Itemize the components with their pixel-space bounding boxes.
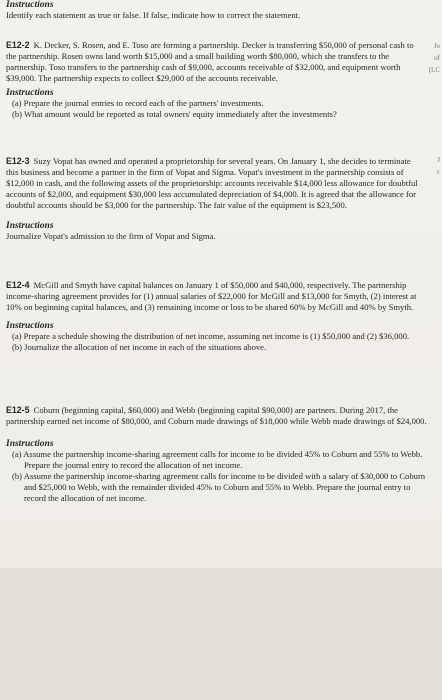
exercise-body [6,405,432,427]
exercise-id: E12-5 [6,405,30,415]
margin-fragment: Jo [433,42,440,50]
exercise-text: Suzy Vopat has owned and operated a proprietorship for several years. On January 1, she decides to terminate this business and become a partner in the firm of Vopat and Sigma. Vopat's investment in the partnership consists of $12,000 in cash, and the following assets of the proprietorship: accounts receivable $14,000 less allowance for doubtful accounts of $2,000, and equipment $30,000 less accumulated depreciation of $4,000. It is agreed that the allowance for doubtful accounts should be $3,000 for the partnership. The fair value of the equipment is $23,500. [6,156,418,210]
margin-fragment: (LC [428,66,440,74]
exercise-text: K. Decker, S. Rosen, and E. Toso are forming a partnership. Decker is transferring $50,000 of personal cash to the partnership. Rosen owns land worth $15,000 and a small building worth $80,000, which she transfers to the partnership. Toso transfers to the partnership cash of $9,000, accounts receivable of $32,000, and equipment worth $39,000. The partnership expects to collect $29,000 of the accounts receivable. [6,40,414,83]
exercise-id: E12-2 [6,40,30,50]
instructions-heading: Instructions [6,88,54,98]
exercise-id: E12-3 [6,156,30,166]
instruction-item: (a) Prepare the journal entries to record each of the partners' investments. [12,98,264,108]
instruction-item: (b) What amount would be reported as total owners' equity immediately after the investments? [12,109,337,119]
instructions-text: Identify each statement as true or false. If false, indicate how to correct the statement. [6,10,301,20]
instruction-item: (b) Assume the partnership income-sharing agreement calls for income to be divided with a salary of $30,000 to Coburn and $25,000 to Webb, with the remainder divided 45% to Coburn and 55% to Webb. Prepare the journal entry to record the allocation of net income. [12,471,426,503]
exercise-e12-3 [6,156,424,242]
margin-fragment: of [434,54,440,62]
instruction-item: (b) Journalize the allocation of net income in each of the situations above. [12,342,267,352]
exercise-e12-5 [6,405,432,504]
instructions-heading: Instructions [6,439,54,449]
exercise-text: McGill and Smyth have capital balances on January 1 of $50,000 and $40,000, respectively. The partnership income-sharing agreement provides for (1) annual salaries of $22,000 for McGill and $13,000 for Smyth, (2) interest at 10% on beginning capital balances, and (3) remaining income or loss to be shared 60% by McGill and 40% by Smyth. [6,280,417,312]
instructions-heading: Instructions [6,0,54,10]
margin-fragment: J [437,156,440,164]
instruction-item: (a) Prepare a schedule showing the distribution of net income, assuming net income is (1) $50,000 and (2) $36,000. [12,331,410,341]
exercise-body [6,156,424,211]
exercise-body [6,40,424,84]
instructions-heading: Instructions [6,221,54,231]
instruction-item: (a) Assume the partnership income-sharing agreement calls for income to be divided 45% to Coburn and 55% to Webb. Prepare the journal entry to record the allocation of net income. [12,449,423,470]
exercise-e12-4 [6,280,432,353]
instructions-heading: Instructions [6,321,54,331]
exercise-e12-2 [6,40,424,120]
exercise-text: Coburn (beginning capital, $60,000) and Webb (beginning capital $90,000) are partners. During 2017, the partnership earned net income of $80,000, and Coburn made drawings of $18,000 while Webb made drawings of $24,000. [6,405,427,426]
exercise-body [6,280,432,313]
top-instructions [6,0,432,21]
blank-lower-area [0,568,442,700]
instructions-text: Journalize Vopat's admission to the firm of Vopat and Sigma. [6,231,216,241]
exercise-id: E12-4 [6,280,30,290]
margin-fragment: c [436,168,440,176]
